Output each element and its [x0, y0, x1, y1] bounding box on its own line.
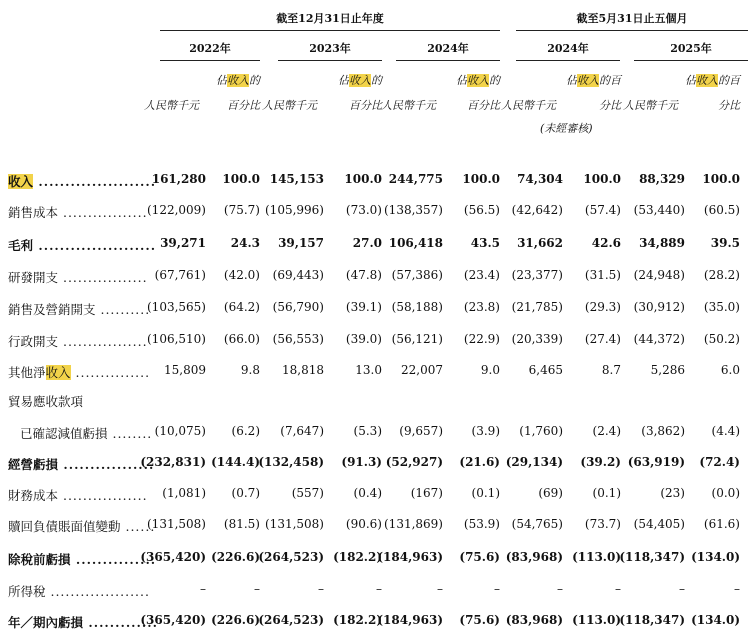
table-cell: 24.3: [230, 236, 260, 250]
table-cell: (3,862): [641, 424, 685, 438]
leader-dots: .............: [83, 615, 158, 630]
highlight-mark: 收入: [696, 74, 718, 87]
table-cell: 8.7: [601, 363, 621, 377]
table-cell: (29.3): [584, 300, 621, 314]
table-cell: 34,889: [639, 236, 685, 250]
header-rule-annual: [160, 30, 500, 31]
table-cell: (56.5): [463, 203, 500, 217]
table-cell: (81.5): [223, 517, 260, 531]
table-cell: (57.4): [584, 203, 621, 217]
year-header-rule: [634, 60, 748, 61]
table-cell: (184,963): [377, 550, 443, 564]
table-cell: (6.2): [231, 424, 260, 438]
table-cell: (0.4): [353, 486, 382, 500]
table-cell: (75.7): [223, 203, 260, 217]
pct-header-line2: 百分比: [349, 99, 382, 112]
row-label: 毛利 ......................: [8, 238, 157, 253]
table-cell: (118,347): [619, 613, 685, 627]
year-header-rule: [396, 60, 500, 61]
table-cell: (83,968): [505, 613, 563, 627]
table-cell: 31,662: [517, 236, 563, 250]
table-cell: (4.4): [711, 424, 740, 438]
year-header: 2025年: [670, 42, 712, 55]
row-label: 其他淨收入 ...............: [8, 365, 151, 380]
table-cell: 161,280: [151, 172, 206, 186]
table-cell: (30,912): [633, 300, 685, 314]
table-cell: (72.4): [699, 455, 740, 469]
table-cell: 145,153: [269, 172, 324, 186]
year-header: 2024年: [547, 42, 589, 55]
row-label: [8, 172, 156, 190]
table-cell: –: [318, 582, 324, 596]
highlight-mark: 收入: [467, 74, 489, 87]
table-cell: (69): [538, 486, 563, 500]
table-cell: (91.3): [341, 455, 382, 469]
table-cell: (29,134): [505, 455, 563, 469]
table-cell: 100.0: [702, 172, 740, 186]
row-label: 研發開支 .................: [8, 270, 148, 285]
table-cell: (7,647): [280, 424, 324, 438]
table-cell: (69,443): [272, 268, 324, 282]
table-cell: (167): [410, 486, 443, 500]
table-cell: 9.8: [240, 363, 260, 377]
year-header-rule: [160, 60, 260, 61]
table-cell: –: [494, 582, 500, 596]
table-cell: 9.0: [480, 363, 500, 377]
table-cell: (9,657): [399, 424, 443, 438]
table-cell: 39.5: [710, 236, 740, 250]
table-cell: (28.2): [703, 268, 740, 282]
table-cell: (42,642): [511, 203, 563, 217]
leader-dots: ...............: [70, 552, 157, 567]
row-label: 貿易應收款項: [8, 394, 84, 409]
table-cell: 39,157: [278, 236, 324, 250]
table-cell: (56,553): [272, 332, 324, 346]
table-cell: (106,510): [147, 332, 206, 346]
table-cell: 18,818: [282, 363, 324, 377]
table-cell: (75.6): [459, 550, 500, 564]
table-cell: (44,372): [633, 332, 685, 346]
table-cell: –: [437, 582, 443, 596]
table-cell: 42.6: [591, 236, 621, 250]
table-cell: (23.8): [463, 300, 500, 314]
pct-header-line2: 百分比: [227, 99, 260, 112]
table-cell: (47.8): [345, 268, 382, 282]
leader-dots: .................: [58, 488, 148, 503]
table-cell: (60.5): [703, 203, 740, 217]
table-cell: (73.0): [345, 203, 382, 217]
unaudited-note: (未經審核): [540, 122, 593, 135]
table-cell: (22.9): [463, 332, 500, 346]
table-cell: 6.0: [720, 363, 740, 377]
amount-unit-label: 人民幣千元: [262, 99, 317, 112]
table-cell: (1,760): [519, 424, 563, 438]
table-cell: (131,508): [147, 517, 206, 531]
table-cell: (66.0): [223, 332, 260, 346]
row-label: 已確認減值虧損 ........: [20, 426, 153, 441]
table-cell: –: [734, 582, 740, 596]
table-cell: 6,465: [528, 363, 563, 377]
leader-dots: ........: [107, 426, 153, 441]
table-cell: –: [254, 582, 260, 596]
pct-header-line1: 佔收入的百: [685, 74, 740, 87]
pct-header-line1: 佔收入的: [338, 74, 382, 87]
pct-header-line2: 分比: [599, 99, 621, 112]
table-cell: (75.6): [459, 613, 500, 627]
row-label: 除稅前虧損 ...............: [8, 552, 157, 567]
table-cell: (365,420): [140, 613, 206, 627]
table-cell: (2.4): [592, 424, 621, 438]
table-cell: (365,420): [140, 550, 206, 564]
table-cell: 100.0: [583, 172, 621, 186]
table-cell: (53.9): [463, 517, 500, 531]
leader-dots: ......................: [33, 238, 157, 253]
table-cell: 13.0: [355, 363, 382, 377]
table-cell: (54,405): [633, 517, 685, 531]
table-cell: (226.6): [211, 550, 260, 564]
header-group-five-months: 截至5月31日止五個月: [576, 12, 688, 25]
table-cell: 5,286: [650, 363, 685, 377]
table-cell: (20,339): [511, 332, 563, 346]
table-cell: (67,761): [154, 268, 206, 282]
year-header: 2022年: [189, 42, 231, 55]
table-cell: (57,386): [391, 268, 443, 282]
table-cell: (53,440): [633, 203, 685, 217]
highlight-mark: 收入: [227, 74, 249, 87]
table-cell: (73.7): [584, 517, 621, 531]
table-cell: (557): [291, 486, 324, 500]
table-cell: (0.1): [471, 486, 500, 500]
leader-dots: .................: [58, 205, 148, 220]
leader-dots: ......: [120, 519, 156, 534]
table-cell: (134.0): [691, 550, 740, 564]
highlight-mark: 收入: [577, 74, 599, 87]
amount-unit-label: 人民幣千元: [501, 99, 556, 112]
leader-dots: .................: [58, 270, 148, 285]
table-cell: (58,188): [391, 300, 443, 314]
table-cell: (134.0): [691, 613, 740, 627]
header-group-annual: 截至12月31日止年度: [276, 12, 384, 25]
table-cell: (35.0): [703, 300, 740, 314]
pct-header-line1: 佔收入的百: [566, 74, 621, 87]
table-cell: (113.0): [572, 550, 621, 564]
table-cell: (232,831): [140, 455, 206, 469]
year-header-rule: [278, 60, 382, 61]
table-cell: (144.4): [211, 455, 260, 469]
table-cell: 100.0: [462, 172, 500, 186]
leader-dots: ....................: [45, 584, 150, 599]
row-label: 行政開支 .................: [8, 334, 148, 349]
table-cell: (105,996): [265, 203, 324, 217]
table-cell: 39,271: [160, 236, 206, 250]
table-cell: (226.6): [211, 613, 260, 627]
table-cell: (54,765): [511, 517, 563, 531]
table-cell: (131,869): [384, 517, 443, 531]
row-label: 年／期內虧損 .............: [8, 615, 158, 630]
table-cell: (24,948): [633, 268, 685, 282]
table-cell: –: [557, 582, 563, 596]
table-cell: (113.0): [572, 613, 621, 627]
table-cell: (122,009): [147, 203, 206, 217]
row-label: 銷售成本 .................: [8, 205, 148, 220]
table-cell: 244,775: [388, 172, 443, 186]
pct-header-line2: 百分比: [467, 99, 500, 112]
row-label: 贖回負債賬面值變動 ......: [8, 519, 156, 534]
pct-header-line1: 佔收入的: [456, 74, 500, 87]
table-cell: (61.6): [703, 517, 740, 531]
table-cell: (52,927): [385, 455, 443, 469]
leader-dots: ...............: [70, 365, 151, 380]
table-cell: (264,523): [258, 550, 324, 564]
table-cell: (21,785): [511, 300, 563, 314]
table-cell: (39.2): [580, 455, 621, 469]
table-cell: (39.1): [345, 300, 382, 314]
table-cell: (1,081): [162, 486, 206, 500]
table-cell: (63,919): [627, 455, 685, 469]
table-cell: (182.2): [333, 550, 382, 564]
table-cell: (83,968): [505, 550, 563, 564]
table-cell: (31.5): [584, 268, 621, 282]
table-cell: –: [615, 582, 621, 596]
row-label: 經營虧損 .................: [8, 457, 155, 472]
table-cell: 43.5: [470, 236, 500, 250]
table-cell: (138,357): [384, 203, 443, 217]
table-cell: (0.0): [711, 486, 740, 500]
table-cell: –: [200, 582, 206, 596]
table-cell: (27.4): [584, 332, 621, 346]
table-cell: –: [679, 582, 685, 596]
table-cell: (23): [660, 486, 685, 500]
row-label: 銷售及營銷開支 ..........: [8, 302, 151, 317]
table-cell: (56,121): [391, 332, 443, 346]
table-cell: –: [376, 582, 382, 596]
table-cell: (64.2): [223, 300, 260, 314]
table-cell: 88,329: [639, 172, 685, 186]
highlight-mark: 收入: [45, 365, 71, 380]
highlight-mark: 收入: [349, 74, 371, 87]
table-cell: (118,347): [619, 550, 685, 564]
amount-unit-label: 人民幣千元: [144, 99, 199, 112]
table-cell: (0.7): [231, 486, 260, 500]
table-cell: (182.2): [333, 613, 382, 627]
table-cell: (56,790): [272, 300, 324, 314]
table-cell: (132,458): [258, 455, 324, 469]
table-cell: (23.4): [463, 268, 500, 282]
year-header: 2024年: [427, 42, 469, 55]
row-label: 所得稅 ....................: [8, 584, 150, 599]
highlight-mark: 收入: [8, 174, 34, 189]
table-cell: 27.0: [352, 236, 382, 250]
table-cell: (3.9): [471, 424, 500, 438]
table-cell: (21.6): [459, 455, 500, 469]
leader-dots: ..........: [95, 302, 151, 317]
table-cell: (39.0): [345, 332, 382, 346]
leader-dots: .................: [58, 334, 148, 349]
amount-unit-label: 人民幣千元: [381, 99, 436, 112]
table-cell: (103,565): [147, 300, 206, 314]
table-cell: (90.6): [345, 517, 382, 531]
pct-header-line1: 佔收入的: [216, 74, 260, 87]
row-label: 財務成本 .................: [8, 488, 148, 503]
table-cell: 100.0: [222, 172, 260, 186]
table-cell: (184,963): [377, 613, 443, 627]
table-cell: (5.3): [353, 424, 382, 438]
table-cell: (131,508): [265, 517, 324, 531]
pct-header-line2: 分比: [718, 99, 740, 112]
header-rule-five-months: [516, 30, 748, 31]
table-cell: (10,075): [154, 424, 206, 438]
table-cell: (264,523): [258, 613, 324, 627]
table-cell: 22,007: [401, 363, 443, 377]
year-header-rule: [516, 60, 620, 61]
year-header: 2023年: [309, 42, 351, 55]
table-cell: (0.1): [592, 486, 621, 500]
table-cell: (50.2): [703, 332, 740, 346]
leader-dots: ......................: [33, 174, 157, 189]
table-cell: 100.0: [344, 172, 382, 186]
table-cell: (42.0): [223, 268, 260, 282]
table-cell: 15,809: [164, 363, 206, 377]
table-cell: 74,304: [517, 172, 563, 186]
amount-unit-label: 人民幣千元: [623, 99, 678, 112]
table-cell: (23,377): [511, 268, 563, 282]
leader-dots: .................: [58, 457, 155, 472]
table-cell: 106,418: [388, 236, 443, 250]
